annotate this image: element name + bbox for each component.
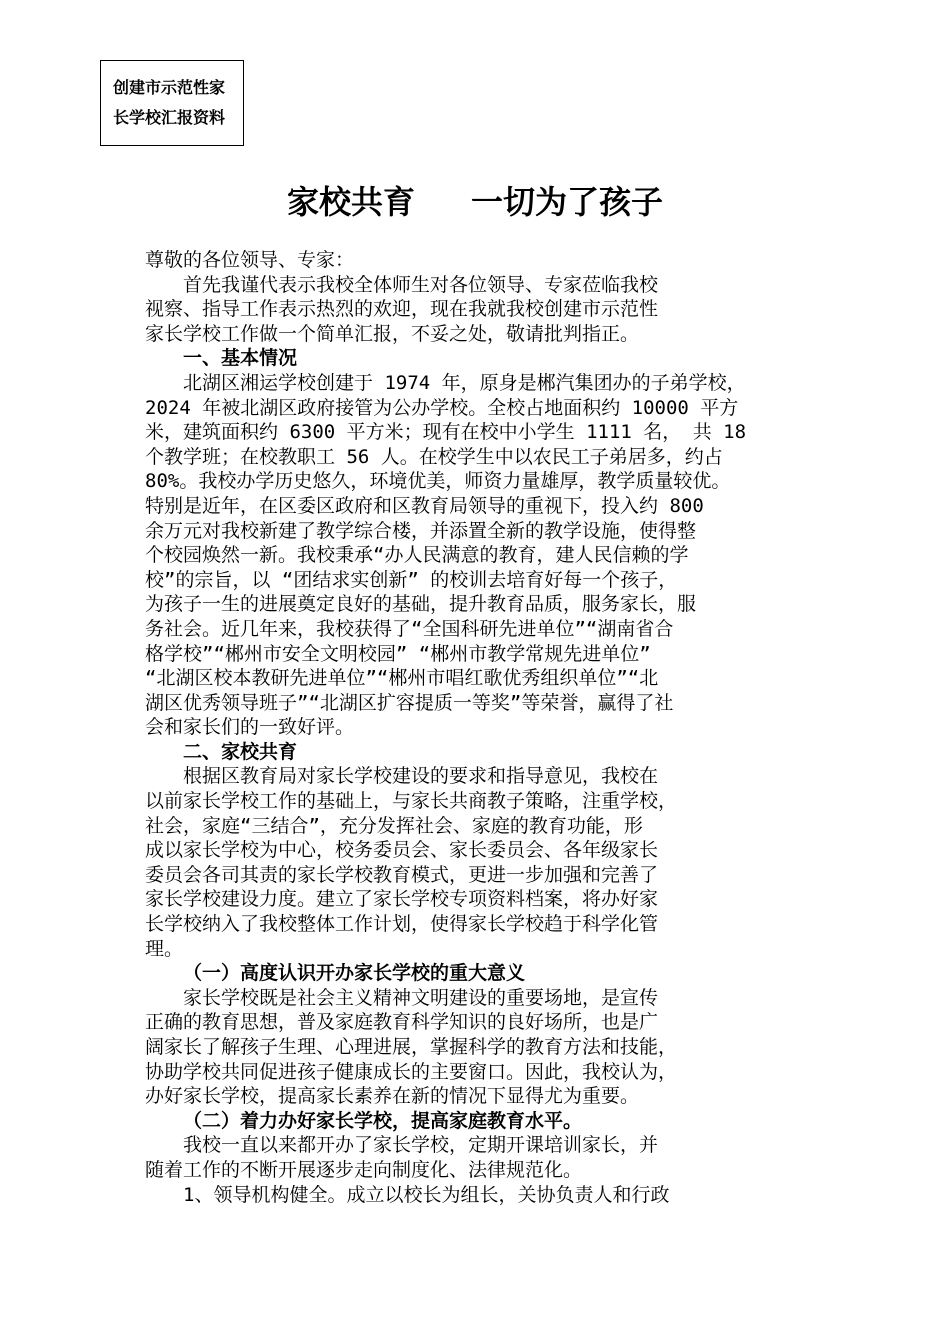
section-heading: 二、家校共育 <box>183 740 298 763</box>
paragraph-line: 务社会。近几年来，我校获得了“全国科研先进单位”“湖南省合 <box>145 617 674 640</box>
document-body <box>145 248 825 1207</box>
paragraph-line: 协助学校共同促进孩子健康成长的主要窗口。因此，我校认为， <box>145 1060 678 1083</box>
paragraph-line: 首先我谨代表示我校全体师生对各位领导、专家莅临我校 <box>183 273 659 296</box>
title-left: 家校共育 <box>286 183 415 221</box>
paragraph-line: 北湖区湘运学校创建于 1974 年，原身是郴汽集团办的子弟学校， <box>183 371 746 394</box>
paragraph-line: 为孩子一生的进展奠定良好的基础，提升教育品质，服务家长，服 <box>145 593 697 616</box>
paragraph-line: 家长学校工作做一个简单汇报，不妥之处，敬请批判指正。 <box>145 322 640 345</box>
section-heading: （一）高度认识开办家长学校的重大意义 <box>183 962 526 985</box>
paragraph-line: 80%。我校办学历史悠久，环境优美，师资力量雄厚，教学质量较优。 <box>145 470 731 493</box>
paragraph-line: 随着工作的不断开展逐步走向制度化、法律规范化。 <box>145 1158 583 1181</box>
paragraph-line: 特别是近年，在区委区政府和区教育局领导的重视下，投入约 800 <box>145 494 704 517</box>
paragraph-line: 校”的宗旨，以 “团结求实创新” 的校训去培育好每一个孩子， <box>145 568 678 591</box>
paragraph-line: 家长学校既是社会主义精神文明建设的重要场地，是宣传 <box>183 986 659 1009</box>
paragraph-line: 个教学班；在校教职工 56 人。在校学生中以农民工子弟居多，约占 <box>145 445 723 468</box>
paragraph-line: 理。 <box>145 937 184 960</box>
section-heading: （二）着力办好家长学校，提高家庭教育水平。 <box>183 1109 583 1132</box>
paragraph-line: 余万元对我校新建了教学综合楼，并添置全新的教学设施，使得整 <box>145 519 697 542</box>
paragraph-line: 我校一直以来都开办了家长学校，定期开课培训家长，并 <box>183 1134 659 1157</box>
title-right: 一切为了孩子 <box>471 183 664 221</box>
paragraph-line: 个校园焕然一新。我校秉承“办人民满意的教育，建人民信赖的学 <box>145 544 689 567</box>
paragraph-line: 委员会各司其责的家长学校教育模式，更进一步加强和完善了 <box>145 863 659 886</box>
paragraph-line: 家长学校建设力度。建立了家长学校专项资料档案，将办好家 <box>145 888 659 911</box>
paragraph-line: 正确的教育思想，普及家庭教育科学知识的良好场所，也是广 <box>145 1011 659 1034</box>
paragraph-line: 根据区教育局对家长学校建设的要求和指导意见，我校在 <box>183 765 659 788</box>
paragraph-line: 办好家长学校，提高家长素养在新的情况下显得尤为重要。 <box>145 1085 640 1108</box>
document-title <box>0 180 950 224</box>
stamp-line-2: 长学校汇报资料 <box>113 108 226 127</box>
paragraph-line: 米，建筑面积约 6300 平方米；现有在校中小学生 1111 名， 共 18 <box>145 421 747 444</box>
paragraph-line: 2024 年被北湖区政府接管为公办学校。全校占地面积约 10000 平方 <box>145 396 739 419</box>
stamp-line-1: 创建市示范性家 <box>113 78 226 97</box>
paragraph-line: “北湖区校本教研先进单位”“郴州市唱红歌优秀组织单位”“北 <box>145 667 659 690</box>
section-heading: 一、基本情况 <box>183 347 298 370</box>
paragraph-line: 会和家长们的一致好评。 <box>145 716 355 739</box>
paragraph-line: 阔家长了解孩子生理、心理进展，掌握科学的教育方法和技能， <box>145 1036 678 1058</box>
paragraph-line: 尊敬的各位领导、专家： <box>145 249 355 271</box>
document-stamp-box <box>100 60 244 146</box>
paragraph-line: 成以家长学校为中心，校务委员会、家长委员会、各年级家长 <box>145 839 659 862</box>
paragraph-line: 视察、指导工作表示热烈的欢迎，现在我就我校创建市示范性 <box>145 298 659 321</box>
paragraph-line: 湖区优秀领导班子”“北湖区扩容提质一等奖”等荣誉，赢得了社 <box>145 691 674 714</box>
paragraph-line: 社会，家庭“三结合”，充分发挥社会、家庭的教育功能，形 <box>145 814 643 837</box>
paragraph-line: 格学校”“郴州市安全文明校园” “郴州市教学常规先进单位” <box>145 642 651 665</box>
paragraph-line: 长学校纳入了我校整体工作计划，使得家长学校趋于科学化管 <box>145 913 659 936</box>
paragraph-line: 以前家长学校工作的基础上，与家长共商教子策略，注重学校， <box>145 790 678 813</box>
paragraph-line: 1、领导机构健全。成立以校长为组长，关协负责人和行政 <box>183 1183 670 1206</box>
